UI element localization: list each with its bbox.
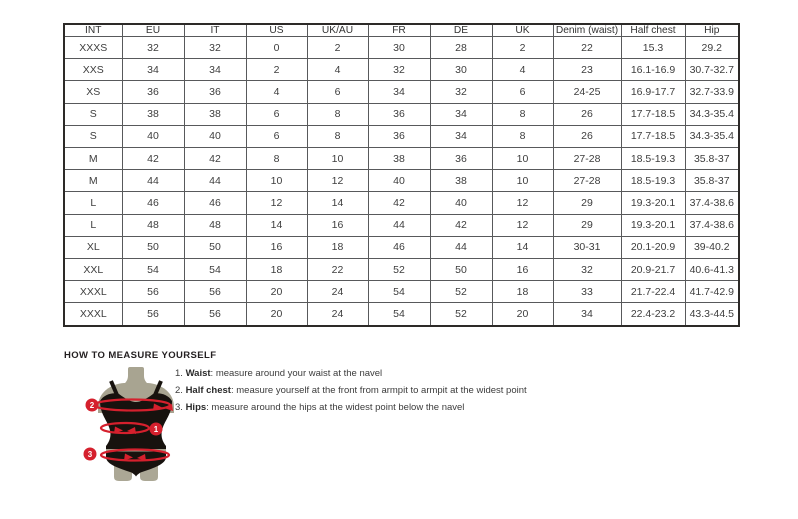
table-cell: 52 <box>430 281 492 303</box>
table-cell: 42 <box>184 148 246 170</box>
table-cell: 14 <box>307 192 368 214</box>
table-cell: 19.3-20.1 <box>621 214 685 236</box>
table-row <box>64 81 739 103</box>
measure-step <box>175 368 527 385</box>
table-cell: 20 <box>492 303 553 326</box>
table-cell: 30.7-32.7 <box>685 59 739 81</box>
table-cell: 38 <box>184 103 246 125</box>
table-cell: 27-28 <box>553 170 621 192</box>
step-number: 3. <box>175 402 186 413</box>
table-cell: 24 <box>307 281 368 303</box>
badge-3-label: 3 <box>87 450 93 459</box>
step-label: Hips <box>185 402 207 413</box>
table-cell: 4 <box>246 81 307 103</box>
column-header: DE <box>430 24 492 37</box>
table-cell: 4 <box>492 59 553 81</box>
table-cell: 22 <box>307 259 368 281</box>
table-cell: 34 <box>553 303 621 326</box>
table-cell: 24-25 <box>553 81 621 103</box>
table-cell: 36 <box>368 125 430 147</box>
table-cell: 19.3-20.1 <box>621 192 685 214</box>
table-cell: 56 <box>184 303 246 326</box>
table-cell: 10 <box>492 148 553 170</box>
measure-steps-list <box>175 368 527 419</box>
table-cell: 18 <box>492 281 553 303</box>
table-cell: 38 <box>122 103 184 125</box>
size-label-cell: XXXS <box>64 37 122 59</box>
table-cell: 40 <box>184 125 246 147</box>
table-cell: 10 <box>492 170 553 192</box>
table-cell: 32 <box>368 59 430 81</box>
badge-1-label: 1 <box>153 425 159 434</box>
step-label: Half chest <box>185 385 231 396</box>
table-cell: 44 <box>368 214 430 236</box>
table-row <box>64 37 739 59</box>
table-cell: 40 <box>122 125 184 147</box>
table-cell: 17.7-18.5 <box>621 103 685 125</box>
table-cell: 36 <box>122 81 184 103</box>
table-cell: 34 <box>122 59 184 81</box>
table-row <box>64 303 739 326</box>
column-header: Half chest <box>621 24 685 37</box>
size-label-cell: XXL <box>64 259 122 281</box>
table-cell: 34 <box>430 125 492 147</box>
table-cell: 2 <box>492 37 553 59</box>
size-label-cell: L <box>64 214 122 236</box>
measure-step <box>175 385 527 402</box>
table-cell: 12 <box>307 170 368 192</box>
table-cell: 56 <box>184 281 246 303</box>
table-cell: 10 <box>246 170 307 192</box>
table-cell: 14 <box>246 214 307 236</box>
table-cell: 37.4-38.6 <box>685 214 739 236</box>
table-cell: 34.3-35.4 <box>685 125 739 147</box>
table-cell: 17.7-18.5 <box>621 125 685 147</box>
mannequin-neck <box>123 367 149 385</box>
table-cell: 16 <box>246 236 307 258</box>
table-cell: 26 <box>553 103 621 125</box>
table-cell: 52 <box>430 303 492 326</box>
column-header: IT <box>184 24 246 37</box>
table-cell: 8 <box>307 103 368 125</box>
table-cell: 38 <box>368 148 430 170</box>
table-cell: 20 <box>246 303 307 326</box>
table-cell: 27-28 <box>553 148 621 170</box>
table-cell: 35.8-37 <box>685 148 739 170</box>
table-cell: 6 <box>307 81 368 103</box>
table-cell: 6 <box>246 125 307 147</box>
table-cell: 50 <box>430 259 492 281</box>
table-cell: 16 <box>307 214 368 236</box>
size-label-cell: XS <box>64 81 122 103</box>
size-label-cell: XL <box>64 236 122 258</box>
column-header: EU <box>122 24 184 37</box>
table-cell: 18 <box>307 236 368 258</box>
table-cell: 34 <box>368 81 430 103</box>
table-cell: 8 <box>492 125 553 147</box>
table-cell: 22 <box>553 37 621 59</box>
table-header-row <box>64 24 739 37</box>
step-text: : measure around your waist at the navel <box>210 368 383 379</box>
table-cell: 44 <box>430 236 492 258</box>
table-cell: 18.5-19.3 <box>621 148 685 170</box>
table-cell: 8 <box>307 125 368 147</box>
table-cell: 18 <box>246 259 307 281</box>
measure-step <box>175 402 527 419</box>
table-cell: 54 <box>368 281 430 303</box>
table-cell: 34.3-35.4 <box>685 103 739 125</box>
table-row <box>64 259 739 281</box>
column-header: UK/AU <box>307 24 368 37</box>
table-cell: 41.7-42.9 <box>685 281 739 303</box>
table-cell: 56 <box>122 303 184 326</box>
table-cell: 16.1-16.9 <box>621 59 685 81</box>
table-cell: 54 <box>368 303 430 326</box>
table-cell: 37.4-38.6 <box>685 192 739 214</box>
table-cell: 54 <box>184 259 246 281</box>
table-cell: 29 <box>553 192 621 214</box>
table-cell: 50 <box>122 236 184 258</box>
step-number: 1. <box>175 368 186 379</box>
table-cell: 36 <box>430 148 492 170</box>
table-cell: 28 <box>430 37 492 59</box>
column-header: US <box>246 24 307 37</box>
table-row <box>64 236 739 258</box>
column-header: UK <box>492 24 553 37</box>
table-row <box>64 192 739 214</box>
table-cell: 48 <box>122 214 184 236</box>
table-cell: 26 <box>553 125 621 147</box>
table-cell: 2 <box>307 37 368 59</box>
table-cell: 8 <box>492 103 553 125</box>
table-cell: 29.2 <box>685 37 739 59</box>
table-cell: 44 <box>184 170 246 192</box>
table-cell: 12 <box>492 214 553 236</box>
table-cell: 16.9-17.7 <box>621 81 685 103</box>
table-row <box>64 103 739 125</box>
table-cell: 29 <box>553 214 621 236</box>
table-row <box>64 125 739 147</box>
table-cell: 54 <box>122 259 184 281</box>
table-cell: 32.7-33.9 <box>685 81 739 103</box>
column-header: INT <box>64 24 122 37</box>
table-cell: 52 <box>368 259 430 281</box>
table-cell: 32 <box>122 37 184 59</box>
table-cell: 32 <box>553 259 621 281</box>
size-chart-table <box>63 23 740 327</box>
table-cell: 14 <box>492 236 553 258</box>
column-header: FR <box>368 24 430 37</box>
table-cell: 30 <box>368 37 430 59</box>
table-cell: 46 <box>184 192 246 214</box>
table-cell: 2 <box>246 59 307 81</box>
table-cell: 20.1-20.9 <box>621 236 685 258</box>
table-cell: 44 <box>122 170 184 192</box>
table-cell: 43.3-44.5 <box>685 303 739 326</box>
table-cell: 15.3 <box>621 37 685 59</box>
table-cell: 46 <box>122 192 184 214</box>
step-text: : measure around the hips at the widest point below the navel <box>206 402 465 413</box>
table-cell: 18.5-19.3 <box>621 170 685 192</box>
table-cell: 32 <box>430 81 492 103</box>
table-cell: 30 <box>430 59 492 81</box>
table-cell: 34 <box>184 59 246 81</box>
table-cell: 42 <box>368 192 430 214</box>
table-row <box>64 59 739 81</box>
table-cell: 6 <box>246 103 307 125</box>
size-label-cell: L <box>64 192 122 214</box>
table-cell: 30-31 <box>553 236 621 258</box>
badge-3 <box>84 448 97 461</box>
badge-2 <box>86 399 99 412</box>
table-cell: 46 <box>368 236 430 258</box>
table-cell: 35.8-37 <box>685 170 739 192</box>
table-row <box>64 214 739 236</box>
table-cell: 21.7-22.4 <box>621 281 685 303</box>
table-cell: 23 <box>553 59 621 81</box>
badge-1 <box>150 423 163 436</box>
table-cell: 4 <box>307 59 368 81</box>
table-row <box>64 148 739 170</box>
table-cell: 12 <box>492 192 553 214</box>
size-label-cell: XXXL <box>64 281 122 303</box>
table-row <box>64 170 739 192</box>
table-cell: 38 <box>430 170 492 192</box>
table-cell: 24 <box>307 303 368 326</box>
table-cell: 40 <box>368 170 430 192</box>
table-cell: 42 <box>430 214 492 236</box>
size-label-cell: M <box>64 170 122 192</box>
column-header: Denim (waist) <box>553 24 621 37</box>
table-cell: 34 <box>430 103 492 125</box>
size-label-cell: S <box>64 103 122 125</box>
column-header: Hip <box>685 24 739 37</box>
table-cell: 16 <box>492 259 553 281</box>
table-cell: 40 <box>430 192 492 214</box>
table-cell: 50 <box>184 236 246 258</box>
table-row <box>64 281 739 303</box>
table-cell: 20.9-21.7 <box>621 259 685 281</box>
table-cell: 10 <box>307 148 368 170</box>
size-label-cell: M <box>64 148 122 170</box>
table-cell: 36 <box>184 81 246 103</box>
table-cell: 48 <box>184 214 246 236</box>
size-label-cell: S <box>64 125 122 147</box>
table-cell: 0 <box>246 37 307 59</box>
table-cell: 33 <box>553 281 621 303</box>
step-number: 2. <box>175 385 186 396</box>
step-label: Waist <box>185 368 211 379</box>
size-label-cell: XXS <box>64 59 122 81</box>
table-cell: 32 <box>184 37 246 59</box>
measure-guide-heading: HOW TO MEASURE YOURSELF <box>64 350 217 361</box>
table-cell: 39-40.2 <box>685 236 739 258</box>
table-cell: 40.6-41.3 <box>685 259 739 281</box>
table-cell: 8 <box>246 148 307 170</box>
table-cell: 42 <box>122 148 184 170</box>
table-cell: 6 <box>492 81 553 103</box>
table-cell: 12 <box>246 192 307 214</box>
size-label-cell: XXXL <box>64 303 122 326</box>
table-cell: 20 <box>246 281 307 303</box>
badge-2-label: 2 <box>89 401 95 410</box>
table-cell: 22.4-23.2 <box>621 303 685 326</box>
step-text: : measure yourself at the front from armpit to armpit at the widest point <box>230 385 527 396</box>
table-cell: 36 <box>368 103 430 125</box>
table-cell: 56 <box>122 281 184 303</box>
